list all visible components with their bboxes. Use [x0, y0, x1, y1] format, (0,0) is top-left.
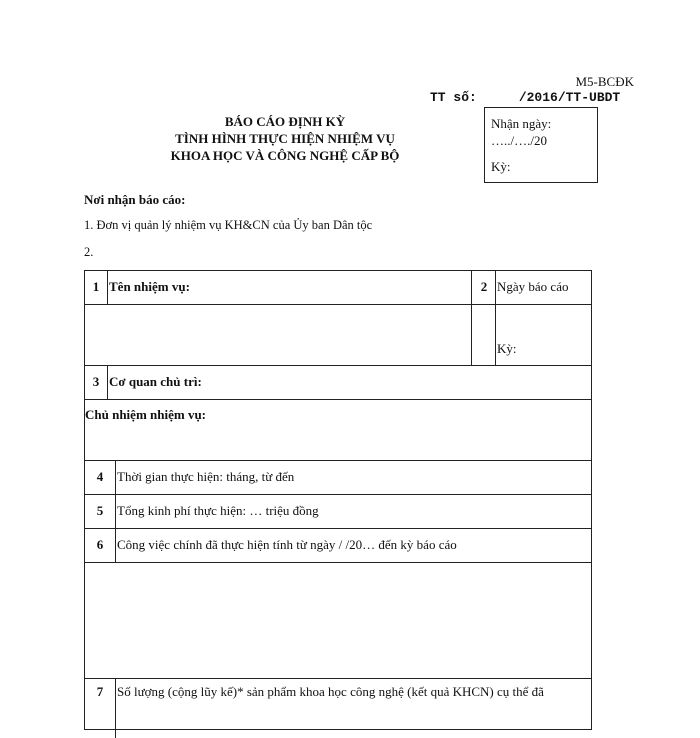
report-period-label: Kỳ: — [497, 341, 517, 356]
row-number-6: 6 — [96, 537, 104, 552]
table-rule — [85, 562, 591, 563]
received-date-placeholder: …../…./20 — [491, 133, 547, 148]
circular-number — [430, 90, 620, 105]
task-leader-label: Chủ nhiệm nhiệm vụ: — [85, 407, 206, 422]
table-rule — [85, 399, 591, 400]
report-title-line-3: KHOA HỌC VÀ CÔNG NGHỆ CẤP BỘ — [170, 148, 400, 163]
products-count-label: Số lượng (cộng lũy kế)* sản phẩm khoa học công nghệ (kết quả KHCN) cụ thể đã — [117, 684, 544, 699]
circular-value: /2016/TT-UBDT — [518, 90, 621, 105]
table-rule — [85, 678, 591, 679]
recipient-item: 1. Đơn vị quản lý nhiệm vụ KH&CN của Ủy ban Dân tộc — [84, 218, 373, 232]
table-rule — [85, 528, 591, 529]
row-number-1: 1 — [92, 279, 100, 294]
table-rule — [85, 494, 591, 495]
row-number-4: 4 — [96, 469, 104, 484]
row-number-3: 3 — [92, 374, 100, 389]
table-rule — [115, 678, 116, 738]
report-date-label: Ngày báo cáo — [497, 279, 569, 294]
received-date-label: Nhận ngày: — [491, 116, 552, 131]
report-form-table — [84, 270, 592, 730]
table-rule — [107, 365, 108, 399]
row-number-7: 7 — [96, 684, 104, 699]
row-number-2: 2 — [480, 279, 488, 294]
host-agency-label: Cơ quan chủ trì: — [109, 374, 202, 389]
table-rule — [495, 271, 496, 365]
implementation-period-label: Thời gian thực hiện: tháng, từ đến — [117, 469, 295, 484]
table-rule — [115, 460, 116, 562]
receipt-box — [484, 107, 598, 183]
table-rule — [85, 304, 591, 305]
recipient-item: 2. — [84, 245, 94, 259]
table-rule — [85, 365, 591, 366]
circular-label: TT số: — [430, 90, 477, 105]
row-number-5: 5 — [96, 503, 104, 518]
total-budget-label: Tổng kinh phí thực hiện: … triệu đồng — [117, 503, 319, 518]
main-work-label: Công việc chính đã thực hiện tính từ ngày / /20… đến kỳ báo cáo — [117, 537, 457, 552]
table-rule — [85, 460, 591, 461]
table-rule — [107, 271, 108, 304]
report-title-line-2: TÌNH HÌNH THỰC HIỆN NHIỆM VỤ — [175, 131, 395, 146]
report-title-line-1: BÁO CÁO ĐỊNH KỲ — [224, 114, 346, 129]
form-code: M5-BCĐK — [575, 74, 634, 89]
recipients-title: Nơi nhận báo cáo: — [84, 192, 186, 207]
receipt-period-label: Kỳ: — [491, 159, 511, 174]
task-name-label: Tên nhiệm vụ: — [109, 279, 190, 294]
table-rule — [471, 271, 472, 365]
